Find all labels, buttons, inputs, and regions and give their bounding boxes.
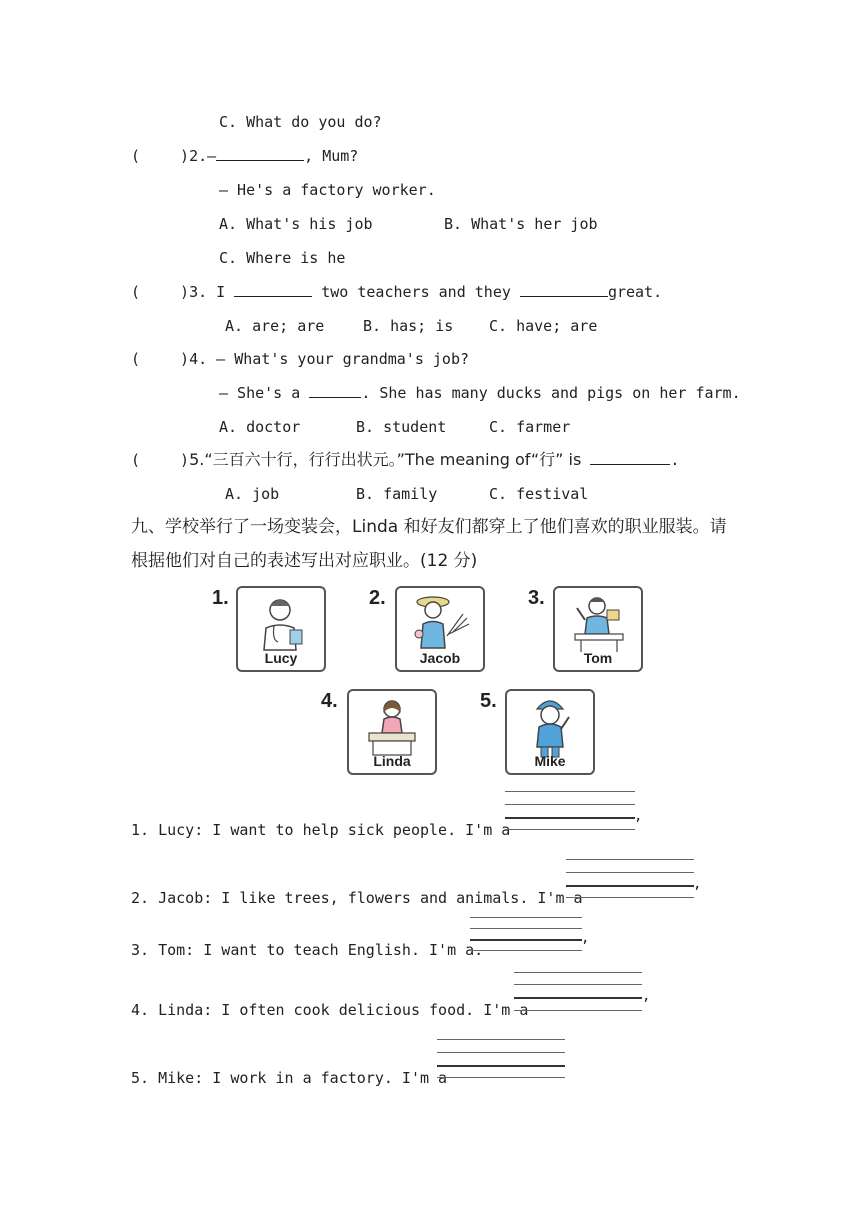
q2-option-b: B. What's her job bbox=[444, 215, 598, 233]
picture-name-tom: Tom bbox=[583, 650, 613, 666]
q2-option-a: A. What's his job bbox=[219, 215, 373, 233]
writing-line bbox=[505, 791, 635, 792]
q3-part3: great. bbox=[607, 283, 663, 301]
writing-line bbox=[566, 872, 694, 873]
q4-paren-open: ( bbox=[131, 350, 141, 368]
q4-blank[interactable] bbox=[309, 383, 361, 398]
q4-text: 4. — What's your grandma's job? bbox=[189, 350, 470, 368]
comma-mark: , bbox=[634, 808, 643, 824]
q2-blank[interactable] bbox=[216, 146, 304, 161]
picture-name-mike: Mike bbox=[534, 753, 566, 769]
section9-title-line2: 根据他们对自己的表述写出对应职业。(12 分) bbox=[131, 551, 478, 571]
q3-option-a: A. are; are bbox=[225, 317, 325, 335]
answer-line-4[interactable] bbox=[514, 1010, 642, 1011]
q5-blank[interactable] bbox=[590, 450, 670, 465]
writing-line bbox=[437, 1065, 565, 1067]
answer-line-3[interactable] bbox=[470, 950, 582, 951]
q3-option-b: B. has; is bbox=[363, 317, 454, 335]
picture-name-lucy: Lucy bbox=[264, 650, 298, 666]
picture-number-5: 5. bbox=[480, 690, 497, 712]
q4-option-a: A. doctor bbox=[219, 418, 301, 436]
writing-line bbox=[514, 984, 642, 985]
writing-line bbox=[514, 972, 642, 973]
picture-jacob bbox=[395, 586, 485, 672]
q4-answer-b: . She has many ducks and pigs on her farm. bbox=[361, 384, 741, 402]
q3-blank-2[interactable] bbox=[520, 282, 608, 297]
writing-line bbox=[437, 1052, 565, 1053]
q3-blank-1[interactable] bbox=[234, 282, 312, 297]
writing-line bbox=[514, 997, 642, 999]
q2-paren-close: ) bbox=[180, 147, 190, 165]
writing-line bbox=[437, 1039, 565, 1040]
sentence-1: 1. Lucy: I want to help sick people. I'm a bbox=[131, 821, 511, 839]
q5-option-c: C. festival bbox=[489, 485, 589, 503]
q2-paren-open: ( bbox=[131, 147, 141, 165]
q2-option-c: C. Where is he bbox=[219, 249, 346, 267]
comma-mark: , bbox=[642, 988, 651, 1004]
q4-paren-close: ) bbox=[180, 350, 190, 368]
q3-question bbox=[131, 282, 662, 302]
q5-text: 5.“三百六十行，行行出状元。”The meaning of“行” is bbox=[189, 450, 582, 469]
q3-part1: 3. I bbox=[189, 283, 226, 301]
picture-name-linda: Linda bbox=[373, 753, 411, 769]
picture-number-1: 1. bbox=[212, 587, 229, 609]
q4-answer-a: — She's a bbox=[219, 384, 301, 402]
writing-line bbox=[566, 859, 694, 860]
section9-title-line1: 九、学校举行了一场变装会，Linda 和好友们都穿上了他们喜欢的职业服装。请 bbox=[131, 517, 727, 537]
q2-question bbox=[131, 146, 358, 166]
q3-paren-open: ( bbox=[131, 283, 141, 301]
q5-paren-open: ( bbox=[131, 451, 141, 469]
writing-line bbox=[470, 928, 582, 929]
q2-after: , Mum? bbox=[304, 147, 359, 165]
picture-linda bbox=[347, 689, 437, 775]
writing-line bbox=[470, 917, 582, 918]
answer-line-5[interactable] bbox=[437, 1077, 565, 1078]
comma-mark: , bbox=[581, 930, 590, 946]
sentence-3: 3. Tom: I want to teach English. I'm a. bbox=[131, 941, 484, 959]
q2-number: 2.— bbox=[189, 147, 217, 165]
q4-question bbox=[131, 349, 469, 369]
writing-line bbox=[505, 804, 635, 805]
q4-option-c: C. farmer bbox=[489, 418, 571, 436]
q3-part2: two teachers and they bbox=[321, 283, 511, 301]
q3-paren-close: ) bbox=[180, 283, 190, 301]
picture-number-4: 4. bbox=[321, 690, 338, 712]
writing-line bbox=[566, 885, 694, 887]
picture-name-jacob: Jacob bbox=[419, 650, 461, 666]
picture-tom bbox=[553, 586, 643, 672]
q5-option-b: B. family bbox=[356, 485, 438, 503]
q4-option-b: B. student bbox=[356, 418, 447, 436]
q5-period: . bbox=[670, 451, 680, 469]
writing-line bbox=[505, 817, 635, 819]
q5-option-a: A. job bbox=[225, 485, 280, 503]
answer-line-1[interactable] bbox=[505, 829, 635, 830]
answer-line-2[interactable] bbox=[566, 897, 694, 898]
picture-lucy bbox=[236, 586, 326, 672]
q4-answer bbox=[219, 383, 741, 403]
q1-option-c: C. What do you do? bbox=[219, 113, 382, 131]
writing-line bbox=[470, 939, 582, 941]
sentence-4: 4. Linda: I often cook delicious food. I'm a bbox=[131, 1001, 529, 1019]
q5-question bbox=[131, 450, 679, 470]
picture-number-2: 2. bbox=[369, 587, 386, 609]
picture-mike bbox=[505, 689, 595, 775]
q3-option-c: C. have; are bbox=[489, 317, 598, 335]
picture-number-3: 3. bbox=[528, 587, 545, 609]
q5-paren-close: ) bbox=[180, 451, 190, 469]
q2-answer: — He's a factory worker. bbox=[219, 181, 436, 199]
sentence-5: 5. Mike: I work in a factory. I'm a bbox=[131, 1069, 448, 1087]
comma-mark: , bbox=[693, 876, 702, 892]
sentence-2: 2. Jacob: I like trees, flowers and animals. I'm a bbox=[131, 889, 583, 907]
